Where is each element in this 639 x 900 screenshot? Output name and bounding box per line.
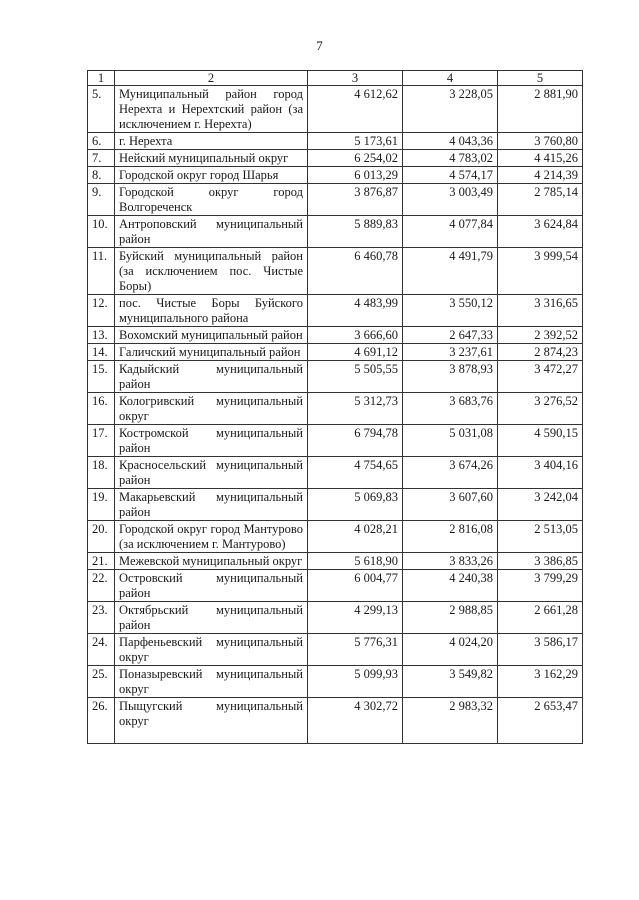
row-value-col4: 3 003,49: [403, 184, 498, 216]
row-number: 15.: [88, 361, 115, 393]
row-value-col5: 2 392,52: [498, 327, 583, 344]
row-value-col5: 3 316,65: [498, 295, 583, 327]
row-value-col4: 3 674,26: [403, 457, 498, 489]
row-name: Буйский муниципальный район (за исключением пос. Чистые Боры): [115, 248, 308, 295]
row-number: 23.: [88, 602, 115, 634]
row-value-col5: 4 214,39: [498, 167, 583, 184]
row-number: 14.: [88, 344, 115, 361]
row-value-col3: 5 099,93: [308, 666, 403, 698]
row-value-col4: 3 549,82: [403, 666, 498, 698]
table-row: [88, 344, 583, 361]
page-number: 7: [316, 38, 323, 53]
row-name: Вохомский муниципальный район: [115, 327, 308, 344]
row-value-col4: 4 574,17: [403, 167, 498, 184]
row-value-col5: 3 162,29: [498, 666, 583, 698]
row-value-col5: 2 881,90: [498, 86, 583, 133]
row-number: 9.: [88, 184, 115, 216]
row-value-col3: 6 794,78: [308, 425, 403, 457]
row-value-col5: 3 999,54: [498, 248, 583, 295]
table-row: [88, 666, 583, 698]
row-value-col4: 3 878,93: [403, 361, 498, 393]
table-row: [88, 489, 583, 521]
row-value-col5: 2 874,23: [498, 344, 583, 361]
column-header: 5: [498, 71, 583, 86]
row-value-col3: 4 302,72: [308, 698, 403, 744]
table-row: [88, 295, 583, 327]
header-row: [88, 71, 583, 86]
row-value-col3: 6 013,29: [308, 167, 403, 184]
table-body: [88, 86, 583, 744]
row-value-col5: 2 653,47: [498, 698, 583, 744]
row-value-col5: 3 472,27: [498, 361, 583, 393]
row-name: Поназыревский муниципальный округ: [115, 666, 308, 698]
row-value-col3: 4 754,65: [308, 457, 403, 489]
table-row: [88, 634, 583, 666]
row-value-col4: 4 077,84: [403, 216, 498, 248]
row-name: Городской округ город Волгореченск: [115, 184, 308, 216]
row-name: Галичский муниципальный район: [115, 344, 308, 361]
row-value-col5: 3 404,16: [498, 457, 583, 489]
row-number: 20.: [88, 521, 115, 553]
row-value-col4: 2 988,85: [403, 602, 498, 634]
row-value-col5: 4 415,26: [498, 150, 583, 167]
column-header: 2: [115, 71, 308, 86]
table-row: [88, 361, 583, 393]
row-value-col3: 5 505,55: [308, 361, 403, 393]
row-value-col3: 4 612,62: [308, 86, 403, 133]
row-number: 17.: [88, 425, 115, 457]
row-name: Макарьевский муниципальный район: [115, 489, 308, 521]
row-value-col5: 2 785,14: [498, 184, 583, 216]
row-value-col5: 3 276,52: [498, 393, 583, 425]
row-value-col4: 2 647,33: [403, 327, 498, 344]
row-name: Красносельский муниципальный район: [115, 457, 308, 489]
row-value-col4: 3 237,61: [403, 344, 498, 361]
row-value-col4: 4 043,36: [403, 133, 498, 150]
row-value-col4: 3 683,76: [403, 393, 498, 425]
row-value-col3: 5 889,83: [308, 216, 403, 248]
row-value-col3: 3 666,60: [308, 327, 403, 344]
table-row: [88, 457, 583, 489]
row-value-col3: 4 299,13: [308, 602, 403, 634]
table-row: [88, 327, 583, 344]
row-value-col4: 5 031,08: [403, 425, 498, 457]
row-value-col3: 4 691,12: [308, 344, 403, 361]
row-value-col5: 2 661,28: [498, 602, 583, 634]
row-value-col5: 3 386,85: [498, 553, 583, 570]
row-number: 25.: [88, 666, 115, 698]
table-row: [88, 425, 583, 457]
table-row: [88, 133, 583, 150]
table-row: [88, 150, 583, 167]
row-name: г. Нерехта: [115, 133, 308, 150]
row-number: 22.: [88, 570, 115, 602]
table-row: [88, 521, 583, 553]
row-name: Городской округ город Шарья: [115, 167, 308, 184]
row-value-col3: 5 173,61: [308, 133, 403, 150]
row-value-col5: 4 590,15: [498, 425, 583, 457]
row-number: 6.: [88, 133, 115, 150]
table-row: [88, 570, 583, 602]
row-value-col5: 3 624,84: [498, 216, 583, 248]
row-value-col3: 5 069,83: [308, 489, 403, 521]
row-name: Антроповский муниципальный район: [115, 216, 308, 248]
row-value-col4: 2 816,08: [403, 521, 498, 553]
row-name: пос. Чистые Боры Буйского муниципального района: [115, 295, 308, 327]
row-number: 13.: [88, 327, 115, 344]
row-value-col3: 4 483,99: [308, 295, 403, 327]
row-value-col4: 3 607,60: [403, 489, 498, 521]
row-number: 5.: [88, 86, 115, 133]
row-value-col3: 5 776,31: [308, 634, 403, 666]
row-value-col5: 3 760,80: [498, 133, 583, 150]
row-value-col4: 4 491,79: [403, 248, 498, 295]
row-name: Нейский муниципальный округ: [115, 150, 308, 167]
table-row: [88, 167, 583, 184]
row-name: Кадыйский муниципальный район: [115, 361, 308, 393]
row-value-col4: 2 983,32: [403, 698, 498, 744]
table-row: [88, 698, 583, 744]
row-number: 7.: [88, 150, 115, 167]
column-header: 4: [403, 71, 498, 86]
column-header: 3: [308, 71, 403, 86]
row-number: 26.: [88, 698, 115, 744]
row-number: 24.: [88, 634, 115, 666]
row-name: Межевской муниципальный округ: [115, 553, 308, 570]
table-row: [88, 393, 583, 425]
row-number: 12.: [88, 295, 115, 327]
row-value-col4: 3 228,05: [403, 86, 498, 133]
row-value-col4: 4 783,02: [403, 150, 498, 167]
table-row: [88, 184, 583, 216]
row-number: 18.: [88, 457, 115, 489]
row-value-col3: 5 312,73: [308, 393, 403, 425]
row-value-col3: 3 876,87: [308, 184, 403, 216]
data-table: [87, 70, 583, 744]
row-name: Кологривский муниципальный округ: [115, 393, 308, 425]
row-name: Парфеньевский муниципальный округ: [115, 634, 308, 666]
row-name: Городской округ город Мантурово (за исключением г. Мантурово): [115, 521, 308, 553]
row-value-col3: 6 460,78: [308, 248, 403, 295]
row-number: 8.: [88, 167, 115, 184]
row-value-col3: 4 028,21: [308, 521, 403, 553]
row-name: Костромской муниципальный район: [115, 425, 308, 457]
row-number: 10.: [88, 216, 115, 248]
row-value-col5: 3 586,17: [498, 634, 583, 666]
table-row: [88, 553, 583, 570]
row-number: 16.: [88, 393, 115, 425]
table-row: [88, 86, 583, 133]
table-row: [88, 216, 583, 248]
row-value-col3: 5 618,90: [308, 553, 403, 570]
row-value-col4: 3 833,26: [403, 553, 498, 570]
row-value-col4: 3 550,12: [403, 295, 498, 327]
row-name: Островский муниципальный район: [115, 570, 308, 602]
table-row: [88, 602, 583, 634]
row-name: Октябрьский муниципальный район: [115, 602, 308, 634]
row-value-col3: 6 254,02: [308, 150, 403, 167]
row-value-col5: 2 513,05: [498, 521, 583, 553]
row-name: Пыщугский муниципальный округ: [115, 698, 308, 744]
row-number: 19.: [88, 489, 115, 521]
column-header: 1: [88, 71, 115, 86]
row-value-col5: 3 799,29: [498, 570, 583, 602]
row-value-col4: 4 240,38: [403, 570, 498, 602]
row-number: 11.: [88, 248, 115, 295]
row-value-col4: 4 024,20: [403, 634, 498, 666]
row-value-col5: 3 242,04: [498, 489, 583, 521]
row-name: Муниципальный район город Нерехта и Нерехтский район (за исключением г. Нерехта): [115, 86, 308, 133]
row-number: 21.: [88, 553, 115, 570]
row-value-col3: 6 004,77: [308, 570, 403, 602]
table-row: [88, 248, 583, 295]
